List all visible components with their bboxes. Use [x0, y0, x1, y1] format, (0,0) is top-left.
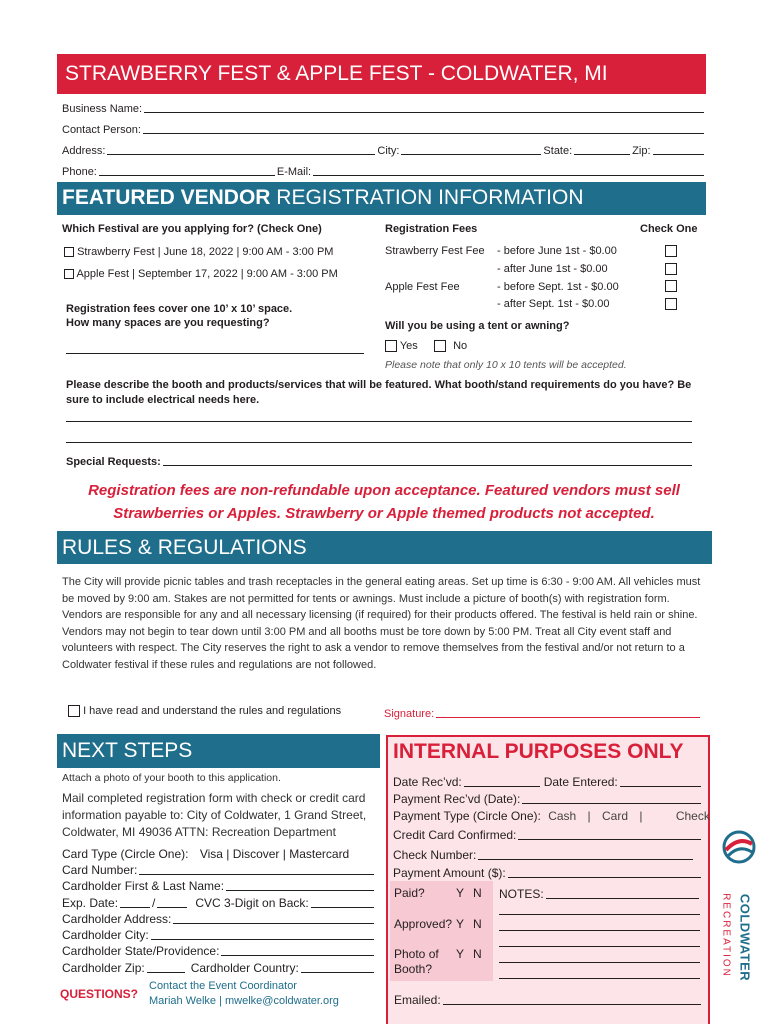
city-field[interactable] [401, 153, 541, 155]
city-label: City: [377, 145, 400, 157]
payment-amount-label: Payment Amount ($): [393, 866, 506, 880]
address-row [62, 143, 706, 157]
checkbox[interactable] [64, 247, 74, 257]
state-label: State: [543, 145, 573, 157]
contact-coordinator: Contact the Event Coordinator [149, 980, 297, 992]
payment-separator: | [587, 809, 591, 823]
payment-separator: | [639, 809, 643, 823]
attach-photo-text: Attach a photo of your booth to this application. [62, 772, 281, 784]
rules-agree-label: I have read and understand the rules and regulations [83, 705, 342, 717]
exp-month-field[interactable] [120, 906, 150, 908]
cardholder-address-field[interactable] [173, 922, 374, 924]
address-label: Address: [62, 145, 106, 157]
booth-label: Booth? [394, 962, 433, 976]
payment-amount-field[interactable] [508, 876, 701, 878]
notes-field-6[interactable] [499, 978, 700, 979]
contact-person-field[interactable] [143, 132, 704, 134]
cardholder-city-row [62, 927, 376, 942]
notes-field-4[interactable] [499, 946, 700, 947]
payment-type-row [393, 809, 710, 823]
how-many-label: How many spaces are you requesting? [66, 317, 270, 329]
payment-amount-row [393, 865, 703, 880]
emailed-field[interactable] [443, 1003, 701, 1005]
special-requests-label: Special Requests: [66, 456, 161, 468]
internal-title: INTERNAL PURPOSES ONLY [393, 740, 684, 763]
cardholder-country-label: Cardholder Country: [190, 961, 299, 975]
check-one-label: Check One [640, 223, 698, 235]
email-field[interactable] [313, 174, 704, 176]
no-label: No [453, 340, 468, 352]
card-number-row [62, 862, 376, 877]
cardholder-country-field[interactable] [301, 971, 374, 973]
emailed-label: Emailed: [394, 993, 441, 1007]
cardholder-state-field[interactable] [221, 954, 374, 956]
cvc-label: CVC 3-Digit on Back: [195, 896, 309, 910]
phone-label: Phone: [62, 166, 97, 178]
registration-fees-label: Registration Fees [385, 223, 478, 235]
phone-field[interactable] [99, 174, 275, 176]
cardholder-state-label: Cardholder State/Providence: [62, 944, 220, 958]
tent-yes-option[interactable] [385, 340, 418, 352]
paid-n[interactable]: N [473, 886, 482, 900]
featured-title-bold: FEATURED VENDOR [62, 186, 271, 209]
address-field[interactable] [107, 153, 375, 155]
logo-word-recreation: RECREATION [720, 893, 732, 978]
exp-date-row: Exp. Date: / CVC 3-Digit on Back: [62, 895, 376, 910]
rules-agree-option[interactable] [68, 705, 341, 717]
cardholder-city-label: Cardholder City: [62, 928, 149, 942]
card-type-row [62, 847, 349, 861]
business-name-field[interactable] [144, 111, 704, 113]
emailed-row [394, 992, 703, 1007]
fee-checkbox-2[interactable] [665, 263, 677, 275]
photo-n[interactable]: N [473, 947, 482, 961]
approved-n[interactable]: N [473, 917, 482, 931]
tent-note: Please note that only 10 x 10 tents will be accepted. [385, 359, 627, 371]
paid-y[interactable]: Y [456, 886, 465, 900]
check-number-field[interactable] [478, 858, 693, 860]
signature-row [384, 706, 702, 720]
paid-label: Paid? [394, 886, 425, 900]
describe-label: Please describe the booth and products/services that will be featured. What booth/stand requirements do you have? Be sure to include electrical needs here. [66, 379, 692, 406]
yes-label: Yes [399, 340, 418, 352]
describe-field-1[interactable] [66, 421, 692, 422]
date-entered-field[interactable] [620, 785, 701, 787]
cardholder-address-row [62, 911, 376, 926]
checkbox[interactable] [385, 340, 397, 352]
logo-mark-icon [722, 830, 756, 864]
cardholder-city-field[interactable] [151, 938, 374, 940]
strawberry-fee-line-1: - before June 1st - $0.00 [497, 245, 617, 257]
next-steps-title: NEXT STEPS [62, 739, 193, 762]
cc-confirmed-field[interactable] [518, 838, 701, 840]
apple-fee-line-2: - after Sept. 1st - $0.00 [497, 298, 610, 310]
fees-cover-label: Registration fees cover one 10’ x 10’ space. [66, 303, 293, 315]
contact-person-label: Contact Person: [62, 124, 141, 136]
photo-y[interactable]: Y [456, 947, 465, 961]
rules-body: The City will provide picnic tables and trash receptacles in the general eating areas. Set up time is 6:30 - 9:00 AM. All vehicles must be moved by 9:00 am. Stakes are not permitted for tents or awnings. Must include a picture of booth(s) with registration form. Vendors are responsible for any and all necessary licensing (if required) for their products offered. The festival is held rain or shine. Vendors may not begin to tear down until 3:00 PM and all booths must be tore down by 5:00 PM. Treat all City event staff and volunteers with respect. The City reserves the right to ask a vendor to remove themselves from the festival and/or not return to a Coldwater festival if these rules and regulations are not followed. [62, 576, 701, 671]
notes-field-1[interactable] [546, 897, 699, 899]
checkbox[interactable] [434, 340, 446, 352]
notes-field-2[interactable] [499, 914, 700, 915]
check-number-row [393, 847, 695, 862]
fee-checkbox-1[interactable] [665, 245, 677, 257]
payment-option-cash[interactable]: Cash [548, 809, 577, 823]
special-requests-row [66, 454, 694, 468]
cc-confirmed-label: Credit Card Confirmed: [393, 828, 517, 842]
approved-y[interactable]: Y [456, 917, 465, 931]
festival-option-label: Apple Fest | September 17, 2022 | 9:00 AM - 3:00 PM [76, 268, 338, 280]
refund-notice: Registration fees are non-refundable upon acceptance. Featured vendors must sell Strawberries or Apples. Strawberry or Apple themed products not accepted. [88, 482, 680, 522]
festival-option-apple[interactable] [64, 268, 338, 280]
notes-field-3[interactable] [499, 930, 700, 931]
rules-title: RULES & REGULATIONS [62, 536, 307, 559]
cardholder-address-label: Cardholder Address: [62, 912, 172, 926]
featured-banner [57, 182, 706, 215]
rules-banner [57, 531, 712, 564]
zip-label: Zip: [632, 145, 651, 157]
email-label: E-Mail: [276, 166, 312, 178]
apple-fee-line-1: - before Sept. 1st - $0.00 [497, 281, 619, 293]
page-title: STRAWBERRY FEST & APPLE FEST - COLDWATER, MI [65, 62, 608, 85]
date-entered-label: Date Entered: [543, 775, 618, 789]
card-number-field[interactable] [139, 873, 374, 875]
payment-type-label: Payment Type (Circle One): [393, 809, 541, 823]
cc-confirmed-row [393, 827, 703, 842]
tent-no-option[interactable] [434, 340, 467, 352]
zip-field[interactable] [653, 153, 704, 155]
card-type-label: Card Type (Circle One): [62, 847, 189, 861]
business-name-row [62, 101, 706, 115]
tent-question: Will you be using a tent or awning? [385, 320, 570, 332]
card-type-options[interactable]: Visa | Discover | Mastercard [199, 847, 350, 861]
next-steps-banner [57, 734, 380, 768]
featured-title-light: REGISTRATION INFORMATION [270, 186, 584, 209]
exp-date-label: Exp. Date: [62, 896, 119, 910]
strawberry-fee-label: Strawberry Fest Fee [385, 245, 485, 257]
questions-label: QUESTIONS? [60, 987, 139, 1001]
notes-label: NOTES: [499, 887, 544, 901]
payment-option-check[interactable]: Check [675, 809, 710, 823]
checkbox[interactable] [68, 705, 80, 717]
strawberry-fee-line-2: - after June 1st - $0.00 [497, 263, 608, 275]
date-recvd-row [393, 774, 703, 789]
notes-row [499, 886, 701, 901]
which-festival-label: Which Festival are you applying for? (Check One) [62, 223, 322, 235]
signature-field[interactable] [436, 716, 700, 718]
logo-word-coldwater: COLDWATER [737, 893, 753, 982]
phone-row [62, 164, 706, 178]
payment-option-card[interactable]: Card [602, 809, 629, 823]
check-number-label: Check Number: [393, 848, 477, 862]
cvc-field[interactable] [311, 906, 374, 908]
special-requests-field[interactable] [163, 464, 692, 466]
date-recvd-label: Date Rec’vd: [393, 775, 462, 789]
business-name-label: Business Name: [62, 103, 143, 115]
checkbox[interactable] [64, 269, 74, 279]
spaces-field[interactable] [66, 353, 364, 354]
photo-label: Photo of [394, 947, 439, 961]
header-banner [57, 54, 706, 94]
cardholder-state-row [62, 943, 376, 958]
apple-fee-label: Apple Fest Fee [385, 281, 460, 293]
card-number-label: Card Number: [62, 863, 138, 877]
coldwater-logo [718, 830, 762, 1010]
payment-recvd-field[interactable] [522, 802, 701, 804]
fee-checkbox-3[interactable] [665, 280, 677, 292]
fee-checkbox-4[interactable] [665, 298, 677, 310]
festival-option-label: Strawberry Fest | June 18, 2022 | 9:00 AM - 3:00 PM [77, 246, 334, 258]
exp-year-field[interactable] [157, 906, 187, 908]
cardholder-name-field[interactable] [226, 889, 374, 891]
contact-email[interactable]: Mariah Welke | mwelke@coldwater.org [149, 995, 339, 1007]
state-field[interactable] [574, 153, 630, 155]
payment-recvd-row [393, 791, 703, 806]
mail-instructions: Mail completed registration form with check or credit card information payable to: City of Coldwater, 1 Grand Street, Coldwater, MI 49036 ATTN: Recreation Department [62, 791, 367, 839]
notes-field-5[interactable] [499, 962, 700, 963]
contact-person-row [62, 122, 706, 136]
date-recvd-field[interactable] [464, 785, 540, 787]
cardholder-name-label: Cardholder First & Last Name: [62, 879, 225, 893]
describe-field-2[interactable] [66, 442, 692, 443]
signature-label: Signature: [384, 708, 435, 720]
cardholder-name-row [62, 878, 376, 893]
festival-option-strawberry[interactable] [64, 246, 333, 258]
cardholder-zip-row [62, 960, 376, 975]
cardholder-zip-field[interactable] [147, 971, 185, 973]
cardholder-zip-label: Cardholder Zip: [62, 961, 145, 975]
approved-label: Approved? [394, 917, 453, 931]
payment-recvd-label: Payment Rec’vd (Date): [393, 792, 521, 806]
